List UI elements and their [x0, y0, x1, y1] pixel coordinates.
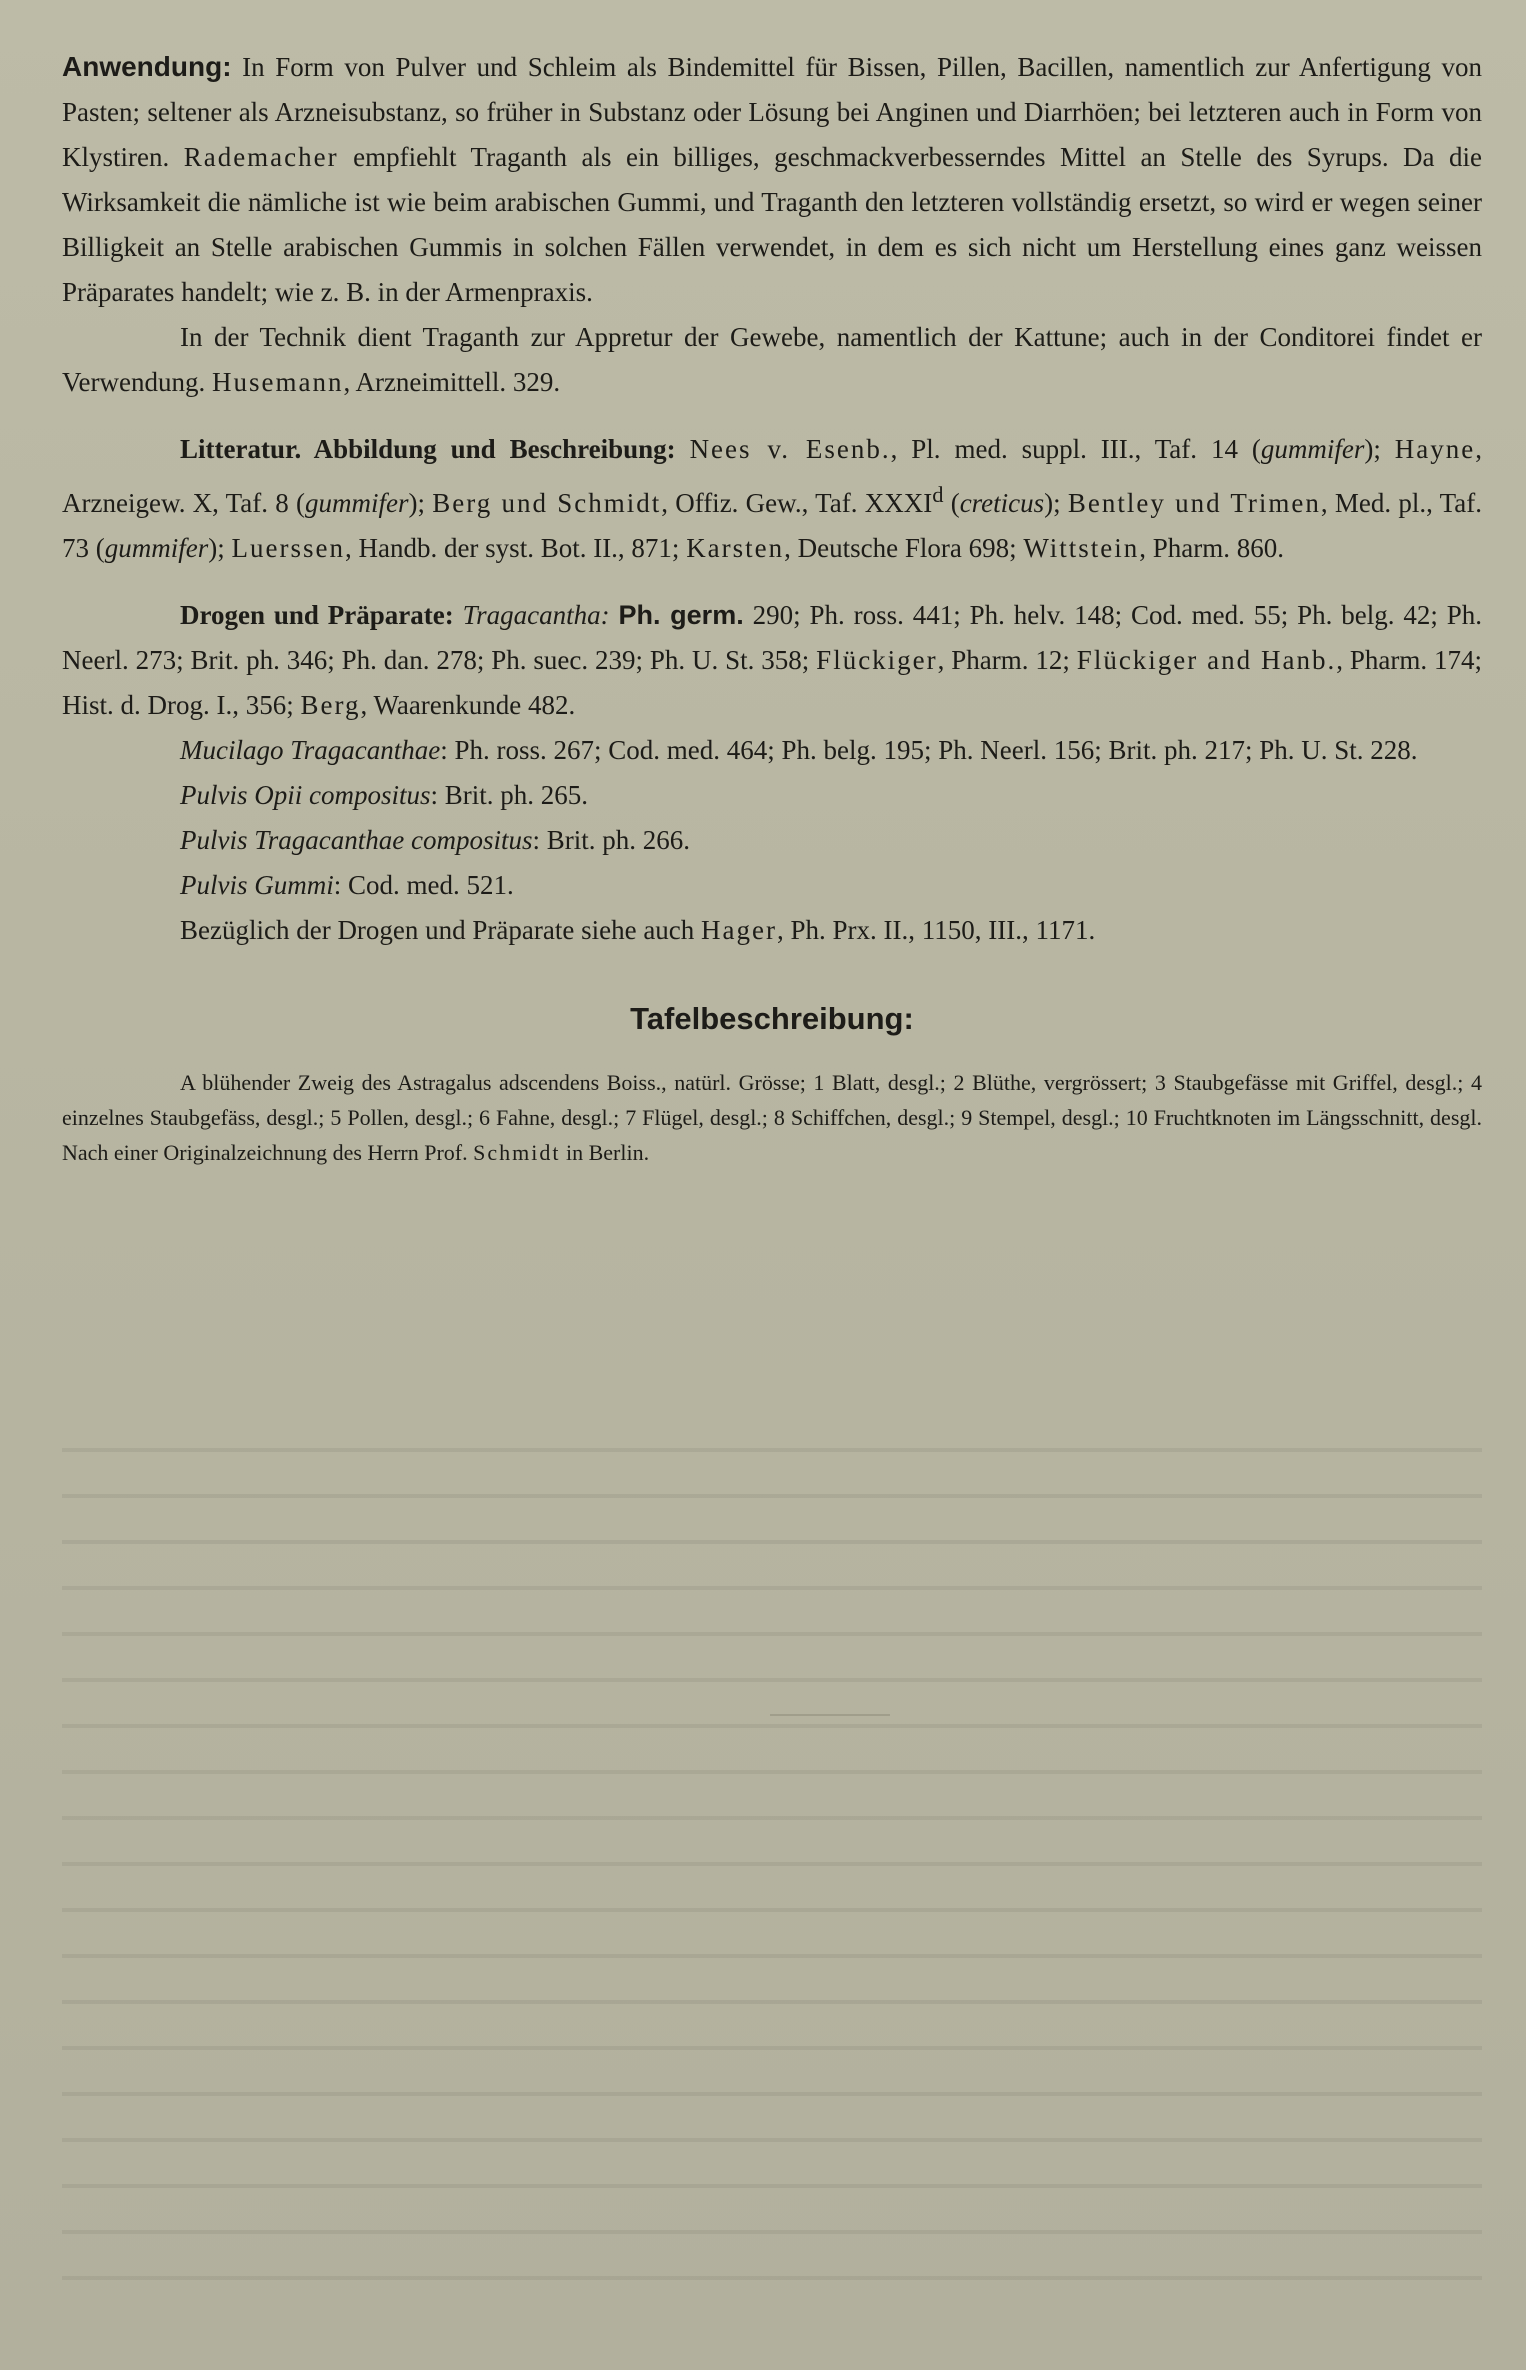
tafel-heading: Tafelbeschreibung:	[630, 1001, 914, 1036]
page-content	[62, 44, 1482, 1170]
anwendung-paragraph: Anwendung: In Form von Pulver und Schleim als Bindemittel für Bissen, Pillen, Bacillen, namentlich zur Anfertigung von Pasten; seltener als Arzneisubstanz, so früher in Substanz oder Lösung bei Anginen und Diarrhöen; bei letzteren auch in Form von Klystiren. Rademacher empfiehlt Traganth als ein billiges, geschmackverbesserndes Mittel an Stelle des Syrups. Da die Wirksamkeit die nämliche ist wie beim arabischen Gummi, und Traganth den letzteren vollständig ersetzt, so wird er wegen seiner Billigkeit an Stelle arabischen Gummis in solchen Fällen verwendet, in dem es sich nicht um Herstellung eines ganz weissen Präparates handelt; wie z. B. in der Armenpraxis.	[62, 51, 1482, 307]
tafel-caption: A blühender Zweig des Astragalus adscendens Boiss., natürl. Grösse; 1 Blatt, desgl.; 2 Blüthe, vergrössert; 3 Staubgefässe mit Griffel, desgl.; 4 einzelnes Staubgefäss, desgl.; 5 Pollen, desgl.; 6 Fahne, desgl.; 7 Flügel, desgl.; 8 Schiffchen, desgl.; 9 Stempel, desgl.; 10 Fruchtknoten im Längsschnitt, desgl. Nach einer Originalzeichnung des Herrn Prof. Schmidt in Berlin.	[62, 1070, 1482, 1165]
praeparat-item: Pulvis Gummi: Cod. med. 521.	[180, 870, 514, 900]
praeparat-item: Pulvis Tragacanthae compositus: Brit. ph. 266.	[180, 825, 691, 855]
faint-divider-rule	[770, 1714, 890, 1716]
technik-paragraph: In der Technik dient Traganth zur Appretur der Gewebe, namentlich der Kattune; auch in der Conditorei findet er Verwendung. Husemann, Arzneimittell. 329.	[62, 322, 1482, 397]
praeparat-item: Pulvis Opii compositus: Brit. ph. 265.	[180, 780, 589, 810]
author-name: Husemann	[211, 367, 344, 397]
author-name: Rademacher	[183, 142, 339, 172]
drogen-heading: Drogen und Präparate:	[180, 600, 454, 630]
drogen-paragraph: Drogen und Präparate: Tragacantha: Ph. germ. 290; Ph. ross. 441; Ph. helv. 148; Cod. med. 55; Ph. belg. 42; Ph. Neerl. 273; Brit. ph. 346; Ph. dan. 278; Ph. suec. 239; Ph. U. St. 358; Flückiger, Pharm. 12; Flückiger and Hanb., Pharm. 174; Hist. d. Drog. I., 356; Berg, Waarenkunde 482.	[62, 600, 1483, 720]
litteratur-paragraph: Litteratur. Abbildung und Beschreibung: Nees v. Esenb., Pl. med. suppl. III., Taf. 14 (gummifer); Hayne, Arzneigew. X, Taf. 8 (gummifer); Berg und Schmidt, Offiz. Gew., Taf. XXXI$^d$ (creticus); Bentley und Trimen, Med. pl., Taf. 73 (gummifer); Luerssen, Handb. der syst. Bot. II., 871; Karsten, Deutsche Flora 698; Wittstein, Pharm. 860.	[62, 434, 1482, 563]
drogen-note: Bezüglich der Drogen und Präparate siehe auch Hager, Ph. Prx. II., 1150, III., 1171.	[180, 915, 1096, 945]
bleed-through-text	[62, 1420, 1482, 2320]
praeparat-item: Mucilago Tragacanthae: Ph. ross. 267; Cod. med. 464; Ph. belg. 195; Ph. Neerl. 156; Brit. ph. 217; Ph. U. St. 228.	[180, 735, 1418, 765]
anwendung-heading: Anwendung:	[62, 51, 232, 82]
litteratur-heading: Litteratur. Abbildung und Beschreibung:	[180, 434, 676, 464]
